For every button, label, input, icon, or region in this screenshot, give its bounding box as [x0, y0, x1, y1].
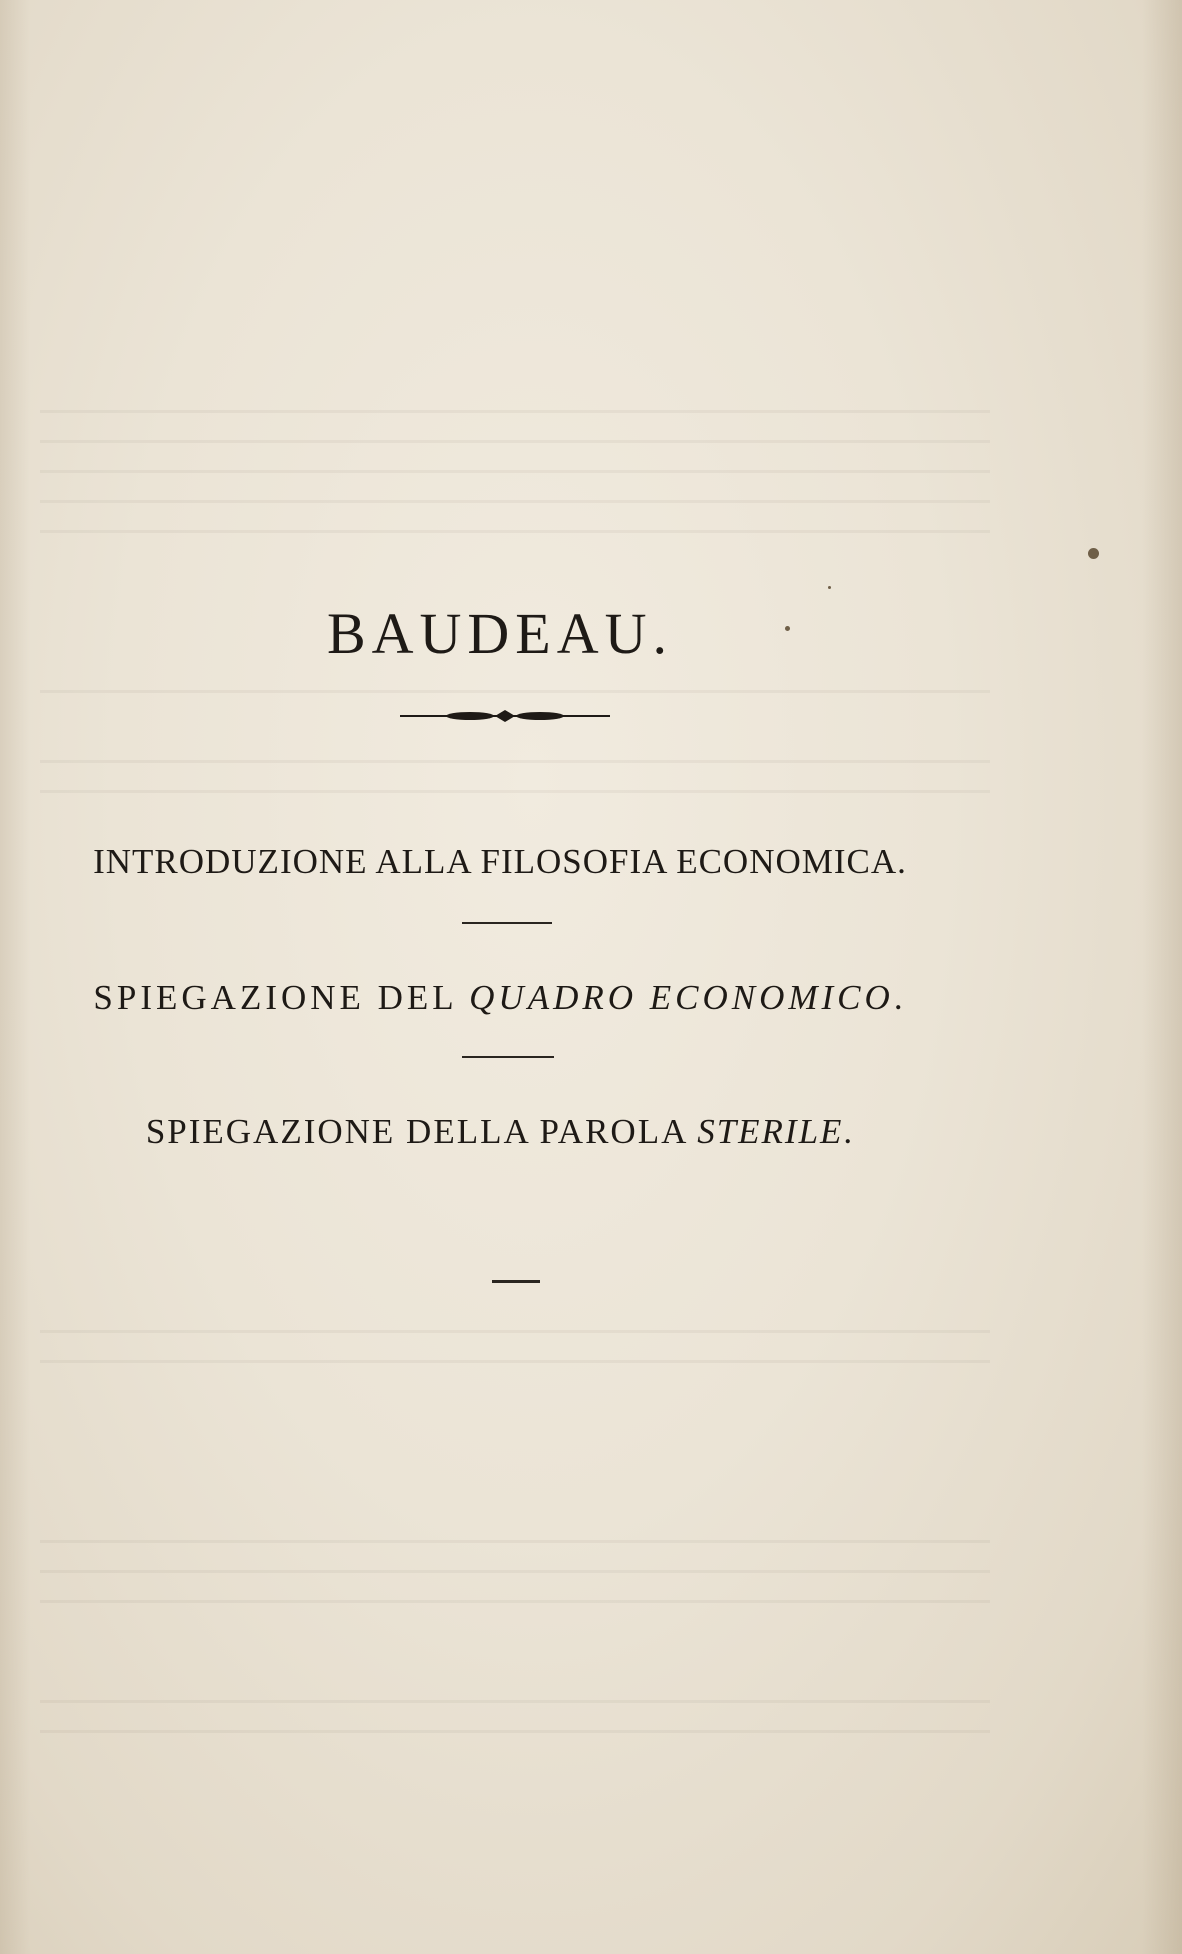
- subtitle-prefix: SPIEGAZIONE DELLA PAROLA: [145, 1112, 698, 1151]
- bleed-through-line: [40, 470, 990, 473]
- subtitle-quadro-economico: [0, 978, 1000, 1018]
- page-edge-shadow-right: [1142, 0, 1182, 1954]
- bleed-through-line: [40, 1700, 990, 1703]
- bleed-through-line: [40, 1570, 990, 1573]
- bleed-through-line: [40, 500, 990, 503]
- bleed-through-line: [40, 440, 990, 443]
- subtitle-suffix: .: [843, 1112, 855, 1151]
- bleed-through-line: [40, 1540, 990, 1543]
- bleed-through-line: [40, 790, 990, 793]
- bleed-through-line: [40, 1730, 990, 1733]
- bleed-through-line: [40, 1330, 990, 1333]
- bleed-through-line: [40, 530, 990, 533]
- subtitle-suffix: .: [893, 978, 907, 1017]
- bleed-through-line: [40, 690, 990, 693]
- closing-dash: [492, 1280, 540, 1283]
- foxing-speck: [828, 586, 831, 589]
- subtitle-italic: QUADRO ECONOMICO: [469, 978, 894, 1017]
- ornament-divider-icon: [400, 706, 610, 726]
- short-rule: [462, 1056, 554, 1058]
- short-rule: [462, 922, 552, 924]
- subtitle-parola-sterile: [0, 1112, 1000, 1152]
- bleed-through-line: [40, 1600, 990, 1603]
- foxing-speck: [1088, 548, 1099, 559]
- bleed-through-line: [40, 410, 990, 413]
- page-title: BAUDEAU.: [326, 601, 674, 666]
- bleed-through-line: [40, 760, 990, 763]
- subtitle-italic: STERILE: [697, 1112, 844, 1151]
- page-edge-shadow-left: [0, 0, 30, 1954]
- bleed-through-line: [40, 1360, 990, 1363]
- subtitle-introduzione: INTRODUZIONE ALLA FILOSOFIA ECONOMICA.: [93, 842, 907, 881]
- subtitle-prefix: SPIEGAZIONE DEL: [93, 978, 470, 1017]
